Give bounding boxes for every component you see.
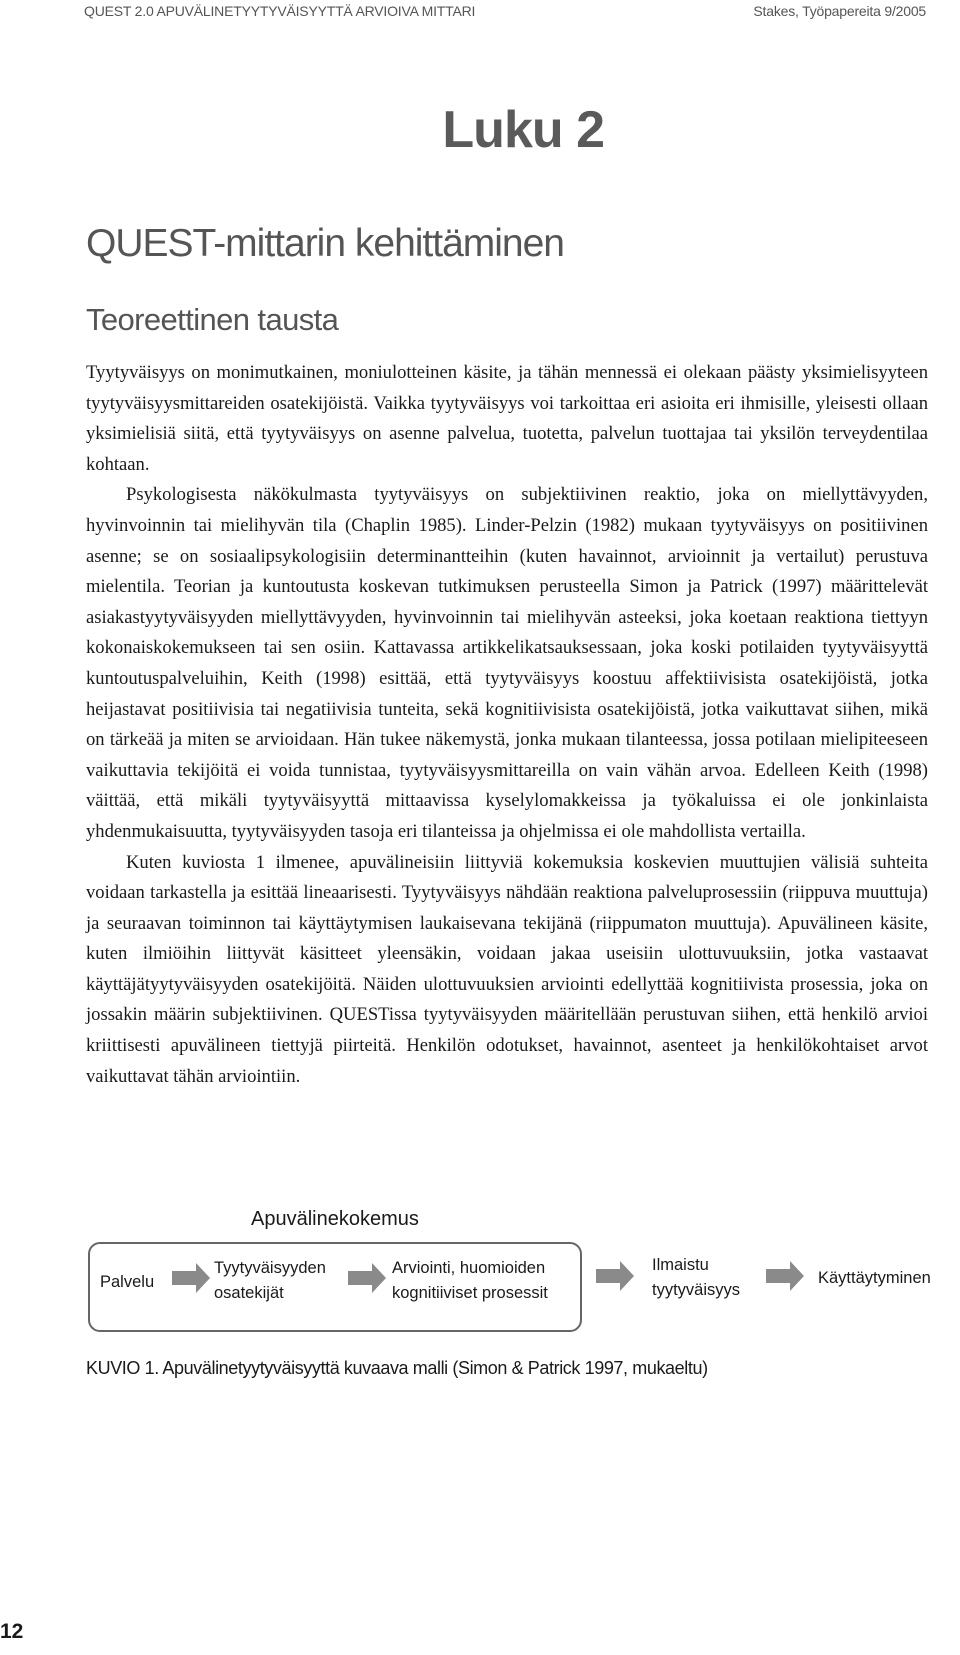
node-tyytyvaisyyden-osatekijat: [214, 1256, 326, 1306]
node-label-line: kognitiiviset prosessit: [392, 1284, 548, 1302]
chapter-number: Luku 2: [442, 101, 604, 159]
node-label-line: Tyytyväisyyden: [214, 1259, 326, 1277]
node-kayttaytyminen: [818, 1266, 931, 1291]
node-palvelu: [100, 1270, 154, 1295]
running-head-title: QUEST 2.0 APUVÄLINETYYTYVÄISYYTTÄ ARVIOIVA MITTARI: [84, 3, 476, 19]
node-label-line: osatekijät: [214, 1284, 284, 1302]
figure-group-box: [88, 1242, 582, 1332]
arrow-right-icon: [348, 1263, 388, 1293]
body-text: [86, 358, 928, 1092]
node-label: Käyttäytyminen: [818, 1269, 931, 1287]
paragraph: Tyytyväisyys on monimutkainen, moniulotteinen käsite, ja tähän mennessä ei olekaan päästy yksimielisyyteen tyytyväisyysmittareiden osatekijöistä. Vaikka tyytyväisyys voi tarkoittaa eri asioita eri ihmisille, yleisesti ollaan yksimielisiä siitä, että tyytyväisyys on asenne palvelua, tuotetta, palvelun tuottajaa tai yksilön terveydentilaa kohtaan.: [86, 362, 928, 475]
page-number: 12: [0, 1620, 24, 1643]
arrow-right-icon: [596, 1261, 636, 1291]
arrow-right-icon: [766, 1261, 806, 1291]
node-label-line: Arviointi, huomioiden: [392, 1259, 546, 1277]
figure-title: Apuvälinekokemus: [251, 1208, 419, 1230]
arrow-right-icon: [172, 1263, 212, 1293]
chapter-title: QUEST-mittarin kehittäminen: [86, 222, 565, 265]
node-arviointi: [392, 1256, 548, 1306]
running-head: [0, 0, 960, 24]
node-label: Palvelu: [100, 1273, 155, 1291]
section-title: Teoreettinen tausta: [86, 302, 339, 337]
paragraph: Kuten kuviosta 1 ilmenee, apuvälineisiin liittyviä kokemuksia koskevien muuttujien välisiä suhteita voidaan tarkastella ja esittää lineaarisesti. Tyytyväisyys nähdään reaktiona palveluprosessiin (riippuva muuttuja) ja seuraavan toiminnon tai käyttäytymisen laukaisevana tekijänä (riippumaton muuttuja). Apuvälineen käsite, kuten ilmiöihin liittyvät käsitteet yleensäkin, voidaan jakaa useisiin ulottuvuuksiin, jotka vastaavat käyttäjätyytyväisyyden osatekijöitä. Näiden ulottuvuuksien arviointi edellyttää kognitiivista prosessia, joka on jossakin määrin subjektiivinen. QUESTissa tyytyväisyyden määritellään perustuvan siihen, että henkilö arvioi kriittisesti apuvälineen tiettyjä piirteitä. Henkilön odotukset, havainnot, asenteet ja henkilökohtaiset arvot vaikuttavat tähän arviointiin.: [86, 851, 928, 1087]
node-label-line: Ilmaistu: [652, 1256, 709, 1274]
node-ilmaistu-tyytyvaisyys: [652, 1253, 740, 1303]
paragraph: Psykologisesta näkökulmasta tyytyväisyys on subjektiivinen reaktio, joka on miellyttävyyden, hyvinvoinnin tai mielihyvän tila (Chaplin 1985). Linder-Pelzin (1982) mukaan tyytyväisyys on positiivinen asenne; se on sosiaalipsykologisiin determinantteihin (kuten havainnot, arvioinnit ja vertailut) perustuva mielentila. Teorian ja kuntoutusta koskevan tutkimuksen perusteella Simon ja Patrick (1997) määrittelevät asiakastyytyväisyyden miellyttävyyden, hyvinvoinnin tai mielihyvän asteeksi, joka koetaan reaktiona tiettyyn kokonaiskokemukseen tai sen osiin. Kattavassa artikkelikatsauksessaan, joka koski potilaiden tyytyväisyyttä kuntoutuspalveluihin, Keith (1998) esittää, että tyytyväisyys koostuu affektiivisista osatekijöistä, jotka heijastavat positiivisia tai negatiivisia tunteita, sekä kognitiivisista osatekijöistä, jotka vaikuttavat siihen, mikä on tärkeää ja miten se arvioidaan. Hän tukee näkemystä, jonka mukaan tilanteessa, jossa potilaan mielipiteeseen vaikuttavia tekijöitä ei voida tunnistaa, tyytyväisyysmittareilla on vain vähän arvoa. Edelleen Keith (1998) väittää, että mikäli tyytyväisyyttä mittaavissa kyselylomakkeissa ja työkaluissa ei ole jonkinlaista yhdenmukaisuutta, tyytyväisyyden tasoja eri tilanteissa ja ohjelmissa ei ole mahdollista vertailla.: [86, 484, 928, 842]
running-head-publication: Stakes, Työpapereita 9/2005: [753, 3, 926, 19]
node-label-line: tyytyväisyys: [652, 1281, 741, 1299]
figure-caption: KUVIO 1. Apuvälinetyytyväisyyttä kuvaava malli (Simon & Patrick 1997, mukaeltu): [86, 1358, 708, 1378]
